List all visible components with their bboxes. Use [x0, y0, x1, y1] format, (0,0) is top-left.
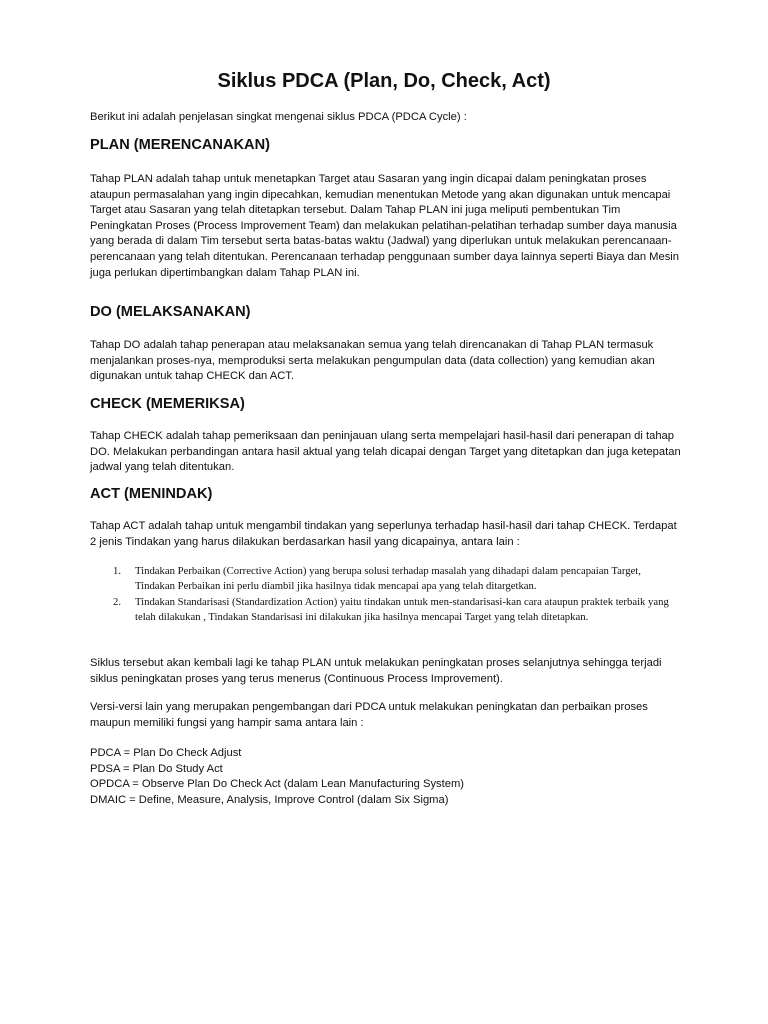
page-title: Siklus PDCA (Plan, Do, Check, Act)	[217, 70, 551, 92]
plan-heading: PLAN (MERENCANAKAN)	[90, 137, 270, 153]
list-item-number: 2.	[113, 596, 122, 608]
act-heading: ACT (MENINDAK)	[90, 486, 213, 502]
plan-paragraph: Tahap PLAN adalah tahap untuk menetapkan Target atau Sasaran yang ingin dicapai dalam peningkatan proses ataupun permasalahan yang ingin dipecahkan, kemudian menentukan Metode yang akan digunakan untuk mencapai Target atau Sasaran yang telah ditetapkan tersebut. Dalam Tahap PLAN ini juga meliputi pembentukan Tim Peningkatan Proses (Process Improvement Team) dan melakukan pelatihan-pelatihan terhadap sumber daya manusia yang berada di dalam Tim tersebut serta batas-batas waktu (Jadwal) yang diperlukan untuk melakukan perencanaan-perencanaan yang telah ditentukan. Perencanaan terhadap penggunaan sumber daya lainnya seperti Biaya dan Mesin juga perlukan dipertimbangkan dalam Tahap PLAN ini.	[90, 173, 680, 279]
versions-intro-paragraph: Versi-versi lain yang merupakan pengembangan dari PDCA untuk melakukan peningkatan dan perbaikan proses maupun memiliki fungsi yang hampir sama antara lain :	[90, 701, 648, 729]
do-paragraph: Tahap DO adalah tahap penerapan atau melaksanakan semua yang telah direncanakan di Tahap PLAN termasuk menjalankan proses-nya, memproduksi serta melakukan pengumpulan data (data collection) yang kemudian akan digunakan untuk tahap CHECK dan ACT.	[90, 339, 655, 383]
version-line: PDSA = Plan Do Study Act	[90, 762, 223, 775]
version-line: PDCA = Plan Do Check Adjust	[90, 747, 242, 759]
check-heading: CHECK (MEMERIKSA)	[90, 396, 245, 412]
version-line: OPDCA = Observe Plan Do Check Act (dalam Lean Manufacturing System)	[90, 778, 465, 791]
list-item-text: Tindakan Standarisasi (Standardization Action) yaitu tindakan untuk men-standarisasi-kan cara ataupun praktek terbaik yang telah dilakukan , Tindakan Standarisasi ini dilakukan jika hasilnya mencapai Target yang telah ditetapkan.	[135, 596, 669, 624]
cycle-paragraph: Siklus tersebut akan kembali lagi ke tahap PLAN untuk melakukan peningkatan proses selanjutnya sehingga terjadi siklus peningkatan proses yang terus menerus (Continuous Process Improvement).	[90, 657, 662, 685]
intro-paragraph: Berikut ini adalah penjelasan singkat mengenai siklus PDCA (PDCA Cycle) :	[90, 111, 467, 123]
version-line: DMAIC = Define, Measure, Analysis, Improve Control (dalam Six Sigma)	[90, 793, 449, 806]
do-heading: DO (MELAKSANAKAN)	[90, 304, 251, 320]
list-item-text: Tindakan Perbaikan (Corrective Action) yang berupa solusi terhadap masalah yang dihadapi dalam pencapaian Target, Tindakan Perbaikan ini perlu diambil jika hasilnya tidak mencapai apa yang telah ditargetkan.	[135, 565, 641, 593]
act-paragraph: Tahap ACT adalah tahap untuk mengambil tindakan yang seperlunya terhadap hasil-hasil dari tahap CHECK. Terdapat 2 jenis Tindakan yang harus dilakukan berdasarkan hasil yang dicapainya, antara lain :	[90, 520, 677, 548]
check-paragraph: Tahap CHECK adalah tahap pemeriksaan dan peninjauan ulang serta mempelajari hasil-hasil dari penerapan di tahap DO. Melakukan perbandingan antara hasil aktual yang telah dicapai dengan Target yang ditetapkan dan juga ketepatan jadwal yang telah ditentukan.	[90, 430, 681, 474]
list-item-number: 1.	[113, 565, 122, 577]
list-item	[113, 595, 683, 626]
list-item	[113, 564, 683, 595]
versions-list	[90, 746, 682, 808]
